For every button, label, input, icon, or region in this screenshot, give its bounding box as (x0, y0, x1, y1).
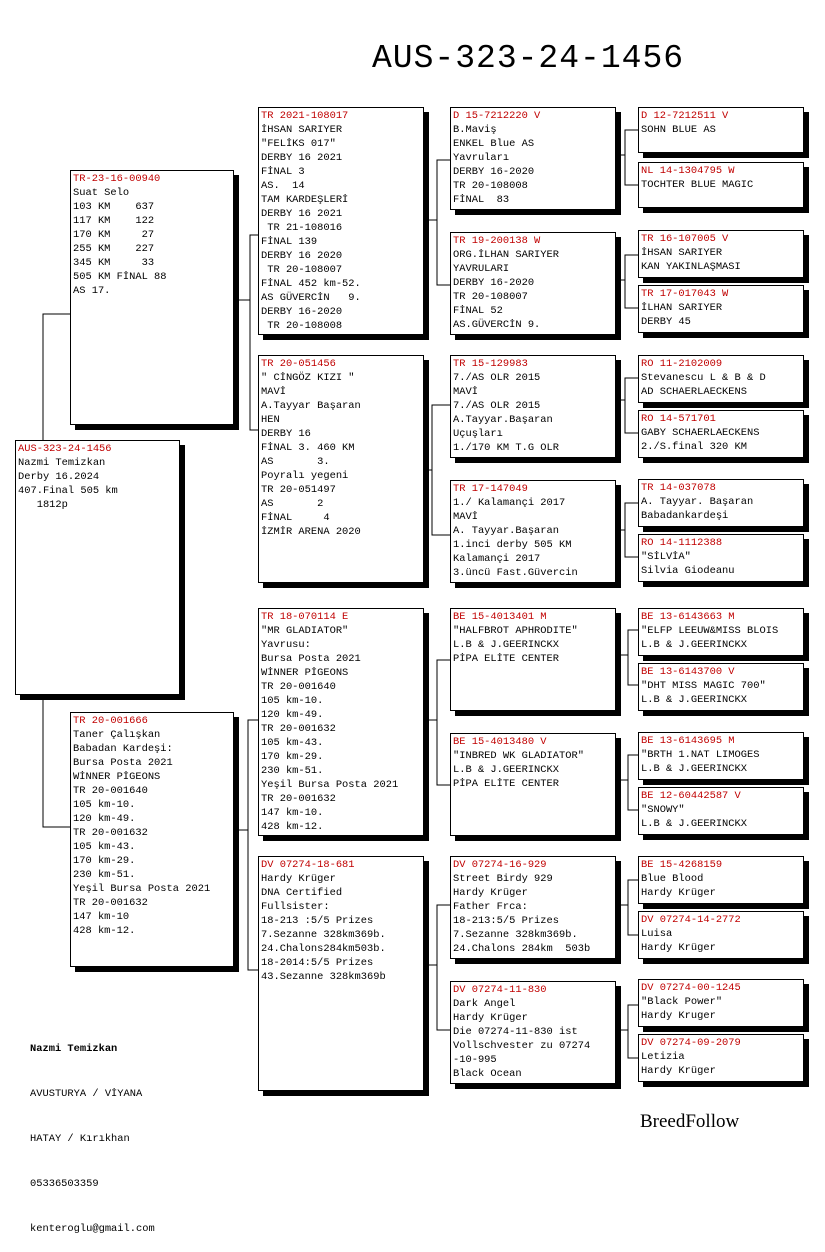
info-line: Yeşil Bursa Posta 2021 (73, 883, 211, 895)
ring-number: TR 15-129983 (453, 358, 528, 370)
gen4-box-6 (638, 410, 804, 458)
info-line: "BRTH 1.NAT LIMOGES (641, 749, 760, 761)
info-line: FİNAL 4 (261, 512, 330, 524)
info-line: 255 KM 227 (73, 243, 155, 255)
info-line: 24.Chalons 284km 503b (453, 943, 591, 955)
ring-number: D 12-7212511 V (641, 110, 729, 122)
info-line: 345 KM 33 (73, 257, 155, 269)
gen3-box-6 (450, 733, 616, 836)
info-line: L.B & J.GEERINCKX (641, 639, 748, 651)
info-line: L.B & J.GEERINCKX (453, 764, 560, 776)
info-line: TR 20-108008 (453, 180, 528, 192)
info-line: Nazmi Temizkan (18, 457, 106, 469)
sire-box (70, 170, 234, 425)
ring-number: TR 17-147049 (453, 483, 528, 495)
info-line: Luisa (641, 928, 673, 940)
gen4-box-14 (638, 911, 804, 959)
info-line: TR 20-001632 (73, 827, 148, 839)
info-line: Yavrusu: (261, 639, 311, 651)
ring-number: BE 15-4268159 (641, 859, 723, 871)
info-line: A. Tayyar.Başaran (453, 525, 560, 537)
info-line: DERBY 45 (641, 316, 691, 328)
info-line: WİNNER PİGEONS (73, 771, 161, 783)
gen4-box-3 (638, 230, 804, 278)
info-line: FİNAL 83 (453, 194, 510, 206)
info-line: Hardy Krüger (641, 942, 716, 954)
info-line: L.B & J.GEERINCKX (641, 763, 748, 775)
info-line: MAVİ (453, 511, 478, 523)
gen3-box-3 (450, 355, 616, 458)
info-line: 105 km-10. (73, 799, 136, 811)
info-line: TR 20-108007 (261, 264, 343, 276)
gen4-box-8 (638, 534, 804, 582)
info-line: "SİLVİA" (641, 551, 691, 563)
info-line: İHSAN SARIYER (261, 124, 343, 136)
info-line: 147 km-10 (73, 911, 130, 923)
owner-phone: 05336503359 (30, 1178, 99, 1190)
info-line: Hardy Krüger (453, 887, 528, 899)
info-line: DERBY 16 (261, 428, 311, 440)
gen4-box-5 (638, 355, 804, 403)
info-line: 428 km-12. (73, 925, 136, 937)
gen4-box-12 (638, 787, 804, 835)
gen3-box-8 (450, 981, 616, 1084)
ring-number: TR-23-16-00940 (73, 173, 161, 185)
info-line: A. Tayyar. Başaran (641, 496, 754, 508)
info-line: TR 20-001640 (261, 681, 336, 693)
info-line: 2./S.final 320 KM (641, 441, 748, 453)
info-line: MAVİ (453, 386, 478, 398)
info-line: "ELFP LEEUW&MISS BLOIS (641, 625, 779, 637)
info-line: Vollschvester zu 07274 (453, 1040, 591, 1052)
info-line: Hardy Krüger (261, 873, 336, 885)
ring-number: TR 20-001666 (73, 715, 148, 727)
dam-dam-box (258, 856, 424, 1091)
info-line: Yeşil Bursa Posta 2021 (261, 779, 399, 791)
info-line: Bursa Posta 2021 (73, 757, 173, 769)
info-line: 230 km-51. (261, 765, 324, 777)
ring-number: RO 14-1112388 (641, 537, 723, 549)
brand-logo-text: BreedFollow (640, 1111, 740, 1132)
info-line: Fullsister: (261, 901, 330, 913)
info-line: FİNAL 3 (261, 166, 305, 178)
info-line: AS 3. (261, 456, 330, 468)
info-line: L.B & J.GEERINCKX (641, 818, 748, 830)
info-line: 230 km-51. (73, 869, 136, 881)
info-line: DNA Certified (261, 887, 343, 899)
info-line: 147 km-10. (261, 807, 324, 819)
info-line: 170 km-29. (261, 751, 324, 763)
gen3-box-2 (450, 232, 616, 335)
gen4-box-1 (638, 107, 804, 153)
info-line: FİNAL 139 (261, 236, 318, 248)
info-line: 428 km-12. (261, 821, 324, 833)
info-line: AS. 14 (261, 180, 305, 192)
info-line: TAM KARDEŞLERİ (261, 194, 349, 206)
info-line: 120 km-49. (73, 813, 136, 825)
ring-number: BE 13-6143663 M (641, 611, 735, 623)
info-line: 105 km-43. (73, 841, 136, 853)
info-line: Yavruları (453, 152, 510, 164)
info-line: AS GÜVERCİN 9. (261, 292, 361, 304)
info-line: İHSAN SARIYER (641, 247, 723, 259)
info-line: TOCHTER BLUE MAGIC (641, 179, 754, 191)
info-line: TR 20-001632 (261, 723, 336, 735)
info-line: DERBY 16 2020 (261, 250, 343, 262)
ring-number: D 15-7212220 V (453, 110, 541, 122)
info-line: TR 20-001632 (261, 793, 336, 805)
info-line: 7.Sezanne 328km369b. (261, 929, 386, 941)
info-line: 7.Sezanne 328km369b. (453, 929, 578, 941)
info-line: TR 20-051497 (261, 484, 336, 496)
info-line: TR 20-001632 (73, 897, 148, 909)
ring-number: DV 07274-00-1245 (641, 982, 741, 994)
info-line: TR 21-108016 (261, 222, 343, 234)
info-line: "SNOWY" (641, 804, 685, 816)
info-line: 117 KM 122 (73, 215, 155, 227)
ring-number: DV 07274-14-2772 (641, 914, 741, 926)
info-line: KAN YAKINLAŞMASI (641, 261, 741, 273)
info-line: 3.üncü Fast.Güvercin (453, 567, 578, 579)
info-line: TR 20-108007 (453, 291, 528, 303)
info-line: 1.inci derby 505 KM (453, 539, 572, 551)
info-line: 18-213:5/5 Prizes (453, 915, 560, 927)
info-line: "MR GLADIATOR" (261, 625, 349, 637)
ring-number: BE 15-4013480 V (453, 736, 547, 748)
info-line: Blue Blood (641, 873, 704, 885)
info-line: AS 17. (73, 285, 111, 297)
ring-number: BE 15-4013401 M (453, 611, 547, 623)
info-line: 18-213 :5/5 Prizes (261, 915, 374, 927)
owner-city: HATAY / Kırıkhan (30, 1133, 130, 1145)
owner-country: AVUSTURYA / VİYANA (30, 1088, 143, 1100)
info-line: DERBY 16 2021 (261, 152, 343, 164)
ring-number: TR 17-017043 W (641, 288, 729, 300)
info-line: AS 2 (261, 498, 324, 510)
info-line: DERBY 16-2020 (453, 166, 535, 178)
subject-pigeon-box (15, 440, 180, 695)
info-line: Derby 16.2024 (18, 471, 100, 483)
ring-number: RO 14-571701 (641, 413, 716, 425)
info-line: "DHT MISS MAGIC 700" (641, 680, 766, 692)
ring-number: NL 14-1304795 W (641, 165, 735, 177)
info-line: Letizia (641, 1051, 685, 1063)
info-line: İLHAN SARIYER (641, 302, 723, 314)
sire-sire-box (258, 107, 424, 335)
info-line: GABY SCHAERLAECKENS (641, 427, 760, 439)
info-line: 407.Final 505 km (18, 485, 118, 497)
ring-number: TR 14-037078 (641, 482, 716, 494)
info-line: Hardy Krüger (453, 1012, 528, 1024)
info-line: "INBRED WK GLADIATOR" (453, 750, 584, 762)
info-line: Street Birdy 929 (453, 873, 553, 885)
info-line: 7./AS OLR 2015 (453, 400, 541, 412)
gen4-box-15 (638, 979, 804, 1027)
info-line: L.B & J.GEERINCKX (453, 639, 560, 651)
info-line: YAVRULARI (453, 263, 510, 275)
info-line: 170 KM 27 (73, 229, 155, 241)
info-line: 7./AS OLR 2015 (453, 372, 541, 384)
ring-number: BE 13-6143695 M (641, 735, 735, 747)
ring-number: BE 13-6143700 V (641, 666, 735, 678)
info-line: PİPA ELİTE CENTER (453, 653, 560, 665)
info-line: 505 KM FİNAL 88 (73, 271, 167, 283)
dam-box (70, 712, 234, 967)
info-line: 105 km-10. (261, 695, 324, 707)
info-line: 103 KM 637 (73, 201, 155, 213)
info-line: Suat Selo (73, 187, 130, 199)
info-line: -10-995 (453, 1054, 497, 1066)
info-line: DERBY 16 2021 (261, 208, 343, 220)
gen3-box-5 (450, 608, 616, 711)
info-line: Babadan Kardeşi: (73, 743, 173, 755)
info-line: İZMİR ARENA 2020 (261, 526, 361, 538)
ring-number: DV 07274-16-929 (453, 859, 547, 871)
info-line: Taner Çalışkan (73, 729, 161, 741)
info-line: FİNAL 52 (453, 305, 503, 317)
owner-contact-block (30, 1012, 155, 1252)
gen4-box-7 (638, 479, 804, 527)
info-line: Poyralı yegeni (261, 470, 349, 482)
info-line: TR 20-001640 (73, 785, 148, 797)
gen4-box-11 (638, 732, 804, 780)
info-line: Kalamançi 2017 (453, 553, 541, 565)
info-line: AD SCHAERLAECKENS (641, 386, 748, 398)
gen3-box-4 (450, 480, 616, 583)
info-line: Hardy Krüger (641, 1065, 716, 1077)
info-line: 43.Sezanne 328km369b (261, 971, 386, 983)
gen4-box-4 (638, 285, 804, 333)
sire-dam-box (258, 355, 424, 583)
info-line: Babadankardeşi (641, 510, 729, 522)
info-line: Stevanescu L & B & D (641, 372, 766, 384)
gen4-box-2 (638, 162, 804, 208)
ring-number: RO 11-2102009 (641, 358, 723, 370)
info-line: "Black Power" (641, 996, 723, 1008)
info-line: 1./170 KM T.G OLR (453, 442, 560, 454)
dam-sire-box (258, 608, 424, 836)
ring-number: TR 19-200138 W (453, 235, 541, 247)
info-line: ORG.İLHAN SARIYER (453, 249, 560, 261)
info-line: AS.GÜVERCİN 9. (453, 319, 541, 331)
info-line: Die 07274-11-830 ist (453, 1026, 578, 1038)
info-line: Bursa Posta 2021 (261, 653, 361, 665)
ring-number: DV 07274-11-830 (453, 984, 547, 996)
ring-number: TR 16-107005 V (641, 233, 729, 245)
info-line: PİPA ELİTE CENTER (453, 778, 560, 790)
gen3-box-7 (450, 856, 616, 959)
info-line: Dark Angel (453, 998, 516, 1010)
info-line: SOHN BLUE AS (641, 124, 716, 136)
info-line: 105 km-43. (261, 737, 324, 749)
info-line: ENKEL Blue AS (453, 138, 535, 150)
info-line: MAVİ (261, 386, 286, 398)
info-line: "HALFBROT APHRODITE" (453, 625, 578, 637)
info-line: 120 km-49. (261, 709, 324, 721)
owner-email: kenteroglu@gmail.com (30, 1223, 155, 1235)
info-line: 1./ Kalamançi 2017 (453, 497, 566, 509)
ring-number: BE 12-60442587 V (641, 790, 741, 802)
info-line: HEN (261, 414, 280, 426)
info-line: Uçuşları (453, 428, 503, 440)
info-line: Hardy Kruger (641, 1010, 716, 1022)
info-line: FİNAL 452 km-52. (261, 278, 361, 290)
info-line: Father Frca: (453, 901, 528, 913)
gen3-box-1 (450, 107, 616, 210)
info-line: " CİNGÖZ KIZI " (261, 372, 355, 384)
info-line: 24.Chalons284km503b. (261, 943, 386, 955)
ring-number: TR 18-070114 E (261, 611, 349, 623)
gen4-box-10 (638, 663, 804, 711)
info-line: "FELİKS 017" (261, 138, 336, 150)
gen4-box-16 (638, 1034, 804, 1082)
info-line: A.Tayyar.Başaran (453, 414, 553, 426)
ring-number: AUS-323-24-1456 (18, 443, 112, 455)
info-line: Hardy Krüger (641, 887, 716, 899)
info-line: DERBY 16-2020 (261, 306, 343, 318)
ring-number: DV 07274-18-681 (261, 859, 355, 871)
info-line: DERBY 16-2020 (453, 277, 535, 289)
info-line: A.Tayyar Başaran (261, 400, 361, 412)
info-line: TR 20-108008 (261, 320, 343, 332)
info-line: 170 km-29. (73, 855, 136, 867)
info-line: L.B & J.GEERINCKX (641, 694, 748, 706)
info-line: FİNAL 3. 460 KM (261, 442, 355, 454)
pedigree-title: AUS-323-24-1456 (372, 40, 685, 77)
ring-number: TR 2021-108017 (261, 110, 349, 122)
gen4-box-9 (638, 608, 804, 656)
ring-number: TR 20-051456 (261, 358, 336, 370)
ring-number: DV 07274-09-2079 (641, 1037, 741, 1049)
gen4-box-13 (638, 856, 804, 904)
info-line: 1812p (18, 499, 68, 511)
owner-name: Nazmi Temizkan (30, 1043, 118, 1055)
info-line: B.Maviş (453, 124, 497, 136)
info-line: WİNNER PİGEONS (261, 667, 349, 679)
info-line: Silvia Giodeanu (641, 565, 735, 577)
info-line: 18-2014:5/5 Prizes (261, 957, 374, 969)
info-line: Black Ocean (453, 1068, 522, 1080)
